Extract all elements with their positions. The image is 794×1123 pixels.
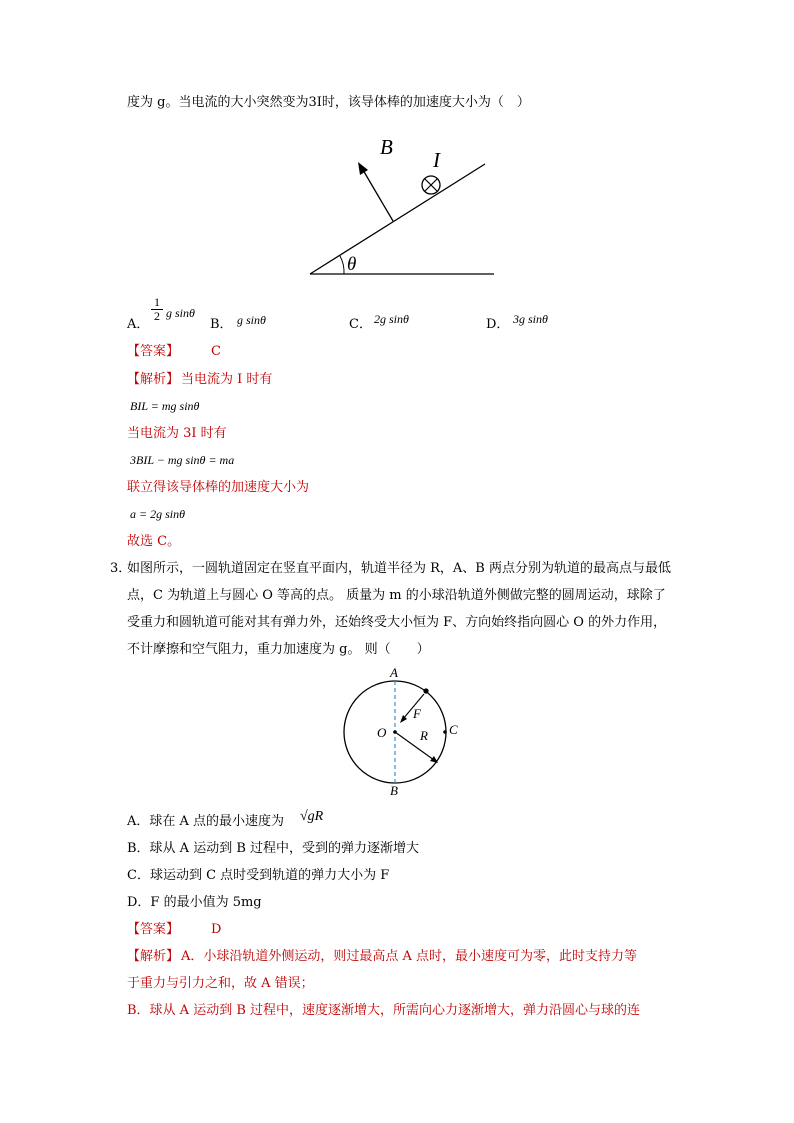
q3-answer-tag: 【答案】 xyxy=(127,922,180,937)
q2-option-d: D． xyxy=(486,317,510,332)
q2-stem-tail: 度为 g。当电流的大小突然变为3I时，该导体棒的加速度大小为（ ） xyxy=(127,95,530,110)
q3-analysis-tag: 【解析】 xyxy=(127,949,180,964)
q3-answer: D xyxy=(211,922,222,937)
q2-option-b-expr: g sinθ xyxy=(237,313,266,327)
q3-analysis-line-2: 于重力与引力之和，故 A 错误； xyxy=(127,976,314,991)
label-a: A xyxy=(390,665,398,680)
q2-analysis-line-2: BIL = mg sinθ xyxy=(130,399,200,413)
q3-option-a: A．球在 A 点的最小速度为 xyxy=(127,814,285,829)
b-field-arrow xyxy=(363,170,393,221)
q2-option-b: B． xyxy=(210,317,233,332)
q2-option-a-expr: g sinθ xyxy=(166,306,195,320)
b-field-arrowhead xyxy=(358,162,368,175)
q2-analysis-tag: 【解析】 xyxy=(127,372,180,387)
q3-option-b: B．球从 A 运动到 B 过程中，受到的弹力逐渐增大 xyxy=(127,841,420,856)
q3-option-d: D．F 的最小值为 5mg xyxy=(127,895,262,910)
q2-analysis-line-5: 联立得该导体棒的加速度大小为 xyxy=(127,480,310,495)
radius-line xyxy=(395,732,434,760)
q3-stem-line-2: 点，C 为轨道上与圆心 O 等高的点。 质量为 m 的小球沿轨道外侧做完整的圆周运动，球除了 xyxy=(127,588,666,603)
theta-arc xyxy=(340,256,344,274)
radius-arrowhead xyxy=(430,756,438,763)
label-theta: θ xyxy=(347,254,357,275)
q2-analysis-line-7: 故选 C。 xyxy=(127,534,181,549)
q3-stem-line-3: 受重力和圆轨道可能对其有弹力外，还始终受大小恒为 F、方向始终指向圆心 O 的外力作用， xyxy=(127,615,667,630)
ball xyxy=(423,688,428,693)
q2-analysis-line-1: 当电流为 I 时有 xyxy=(181,372,273,387)
incline-figure xyxy=(300,130,500,280)
point-c xyxy=(443,730,447,734)
q2-answer: C xyxy=(211,344,221,359)
q3-analysis-line-3: B．球从 A 运动到 B 过程中，速度逐渐增大，所需向心力逐渐增大，弹力沿圆心与球的连 xyxy=(127,1003,641,1018)
label-c: C xyxy=(449,722,458,737)
q2-analysis-line-6: a = 2g sinθ xyxy=(130,507,185,521)
q3-analysis-line-1: A．小球沿轨道外侧运动，则过最高点 A 点时，最小速度可为零，此时支持力等 xyxy=(181,949,638,964)
q2-answer-tag: 【答案】 xyxy=(127,344,180,359)
q2-analysis-line-3: 当电流为 3I 时有 xyxy=(127,426,227,441)
q3-option-a-math: √gR xyxy=(300,809,324,824)
q2-option-a-fraction: 1 2 xyxy=(151,296,163,323)
q2-option-d-expr: 3g sinθ xyxy=(513,312,548,326)
incline-slope xyxy=(310,164,485,274)
q3-option-c: C．球运动到 C 点时受到轨道的弹力大小为 F xyxy=(127,868,390,883)
q3-stem-line-4: 不计摩擦和空气阻力，重力加速度为 g。 则（ ） xyxy=(127,642,430,657)
q2-option-a: A． xyxy=(127,317,150,332)
label-r: R xyxy=(420,728,428,743)
label-o: O xyxy=(377,725,387,740)
q2-option-c-expr: 2g sinθ xyxy=(374,312,409,326)
label-i: I xyxy=(433,148,440,172)
q2-option-c: C． xyxy=(349,317,372,332)
q2-analysis-line-4: 3BIL − mg sinθ = ma xyxy=(130,453,235,467)
label-b-point: B xyxy=(390,783,398,798)
label-f: F xyxy=(413,706,421,721)
q3-number: 3． xyxy=(110,561,132,576)
circle-figure xyxy=(335,665,465,800)
label-b: B xyxy=(380,135,393,159)
q3-stem-line-1: 如图所示，一圆轨道固定在竖直平面内，轨道半径为 R，A、B 两点分别为轨道的最高点与最低 xyxy=(127,561,671,576)
